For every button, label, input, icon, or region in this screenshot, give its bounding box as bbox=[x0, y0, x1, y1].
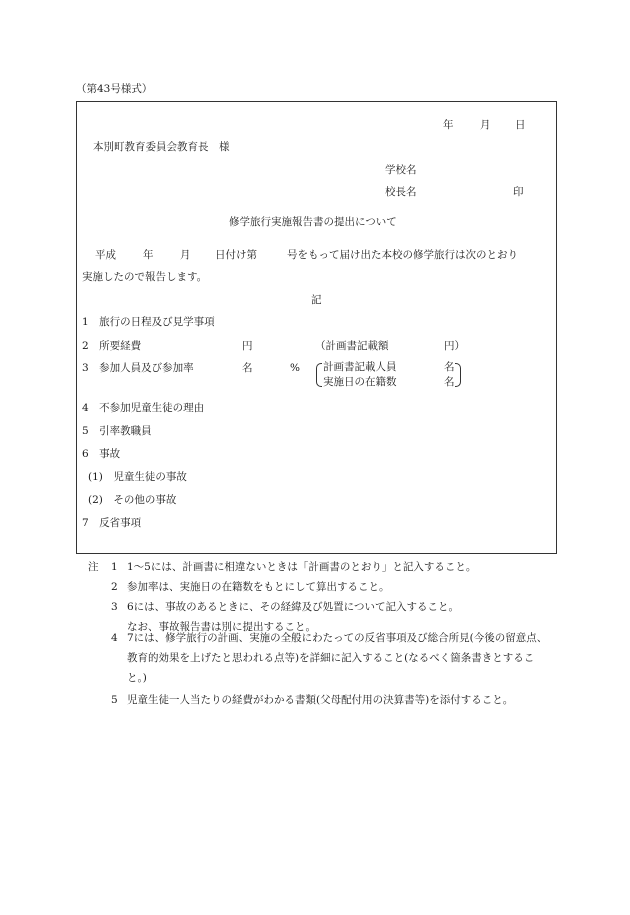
school-name-label: 学校名 bbox=[385, 164, 417, 176]
item-1: 1 旅行の日程及び見学事項 bbox=[82, 316, 215, 328]
date-year-label: 年 bbox=[443, 119, 454, 131]
notes-label: 注 bbox=[88, 561, 99, 573]
item-3-actual-unit: 名 bbox=[444, 376, 455, 388]
item-6: 6 事故 bbox=[82, 448, 121, 460]
note-5-number: 5 bbox=[111, 694, 118, 706]
intro-era: 平成 bbox=[95, 249, 116, 261]
item-7: 7 反省事項 bbox=[82, 517, 142, 529]
item-3-actual-label: 実施日の在籍数 bbox=[323, 376, 397, 388]
item-2-plan: （計画書記載額 bbox=[315, 340, 389, 352]
form-number: （第43号様式） bbox=[76, 83, 153, 95]
ki-heading: 記 bbox=[311, 294, 322, 306]
note-5: 児童生徒一人当たりの経費がわかる書類(父母配付用の決算書等)を添付すること。 bbox=[127, 694, 514, 706]
item-2: 2 所要経費 bbox=[82, 340, 142, 352]
intro-rest: 号をもって届け出た本校の修学旅行は次のとおり bbox=[287, 249, 518, 261]
item-3-left-brace bbox=[316, 363, 322, 387]
date-day-label: 日 bbox=[515, 119, 526, 131]
item-3-right-brace bbox=[455, 363, 461, 387]
note-3-number: 3 bbox=[111, 601, 118, 613]
intro-line-2: 実施したので報告します。 bbox=[82, 271, 208, 283]
intro-month: 月 bbox=[180, 249, 191, 261]
principal-name-label: 校長名 bbox=[385, 186, 417, 198]
item-6-2: (2) その他の事故 bbox=[88, 494, 177, 506]
note-4: 7には、修学旅行の計画、実施の全般にわたっての反省事項及び総合所見(今後の留意点、教育的効果を上げたと思われる点等)を詳細に記入すること(なるべく箇条書きとすること。) bbox=[127, 632, 548, 684]
date-month-label: 月 bbox=[480, 119, 491, 131]
addressee: 本別町教育委員会教育長 様 bbox=[93, 141, 230, 153]
item-3-percent: % bbox=[290, 362, 300, 374]
seal-mark: 印 bbox=[513, 186, 524, 198]
item-3: 3 参加人員及び参加率 bbox=[82, 362, 194, 374]
item-3-plan-unit: 名 bbox=[444, 361, 455, 373]
item-2-plan-yen: 円） bbox=[444, 340, 465, 352]
note-3-continued: なお、事故報告書は別に提出すること。 bbox=[127, 621, 316, 633]
item-4: 4 不参加児童生徒の理由 bbox=[82, 402, 205, 414]
document-title: 修学旅行実施報告書の提出について bbox=[229, 216, 397, 228]
item-5: 5 引率教職員 bbox=[82, 425, 152, 437]
note-2: 参加率は、実施日の在籍数をもとにして算出すること。 bbox=[127, 581, 390, 593]
item-2-yen: 円 bbox=[242, 340, 253, 352]
intro-day: 日付け第 bbox=[215, 249, 257, 261]
item-3-count-unit: 名 bbox=[242, 362, 253, 374]
note-1: 1～5には、計画書に相違ないときは「計画書のとおり」と記入すること。 bbox=[127, 561, 477, 573]
note-3: 6には、事故のあるときに、その経緯及び処置について記入すること。 bbox=[127, 601, 459, 613]
note-1-number: 1 bbox=[111, 561, 118, 573]
note-4-number: 4 bbox=[111, 632, 118, 644]
intro-year: 年 bbox=[143, 249, 154, 261]
item-6-1: (1) 児童生徒の事故 bbox=[88, 471, 187, 483]
item-3-plan-label: 計画書記載人員 bbox=[323, 361, 397, 373]
note-2-number: 2 bbox=[111, 581, 118, 593]
